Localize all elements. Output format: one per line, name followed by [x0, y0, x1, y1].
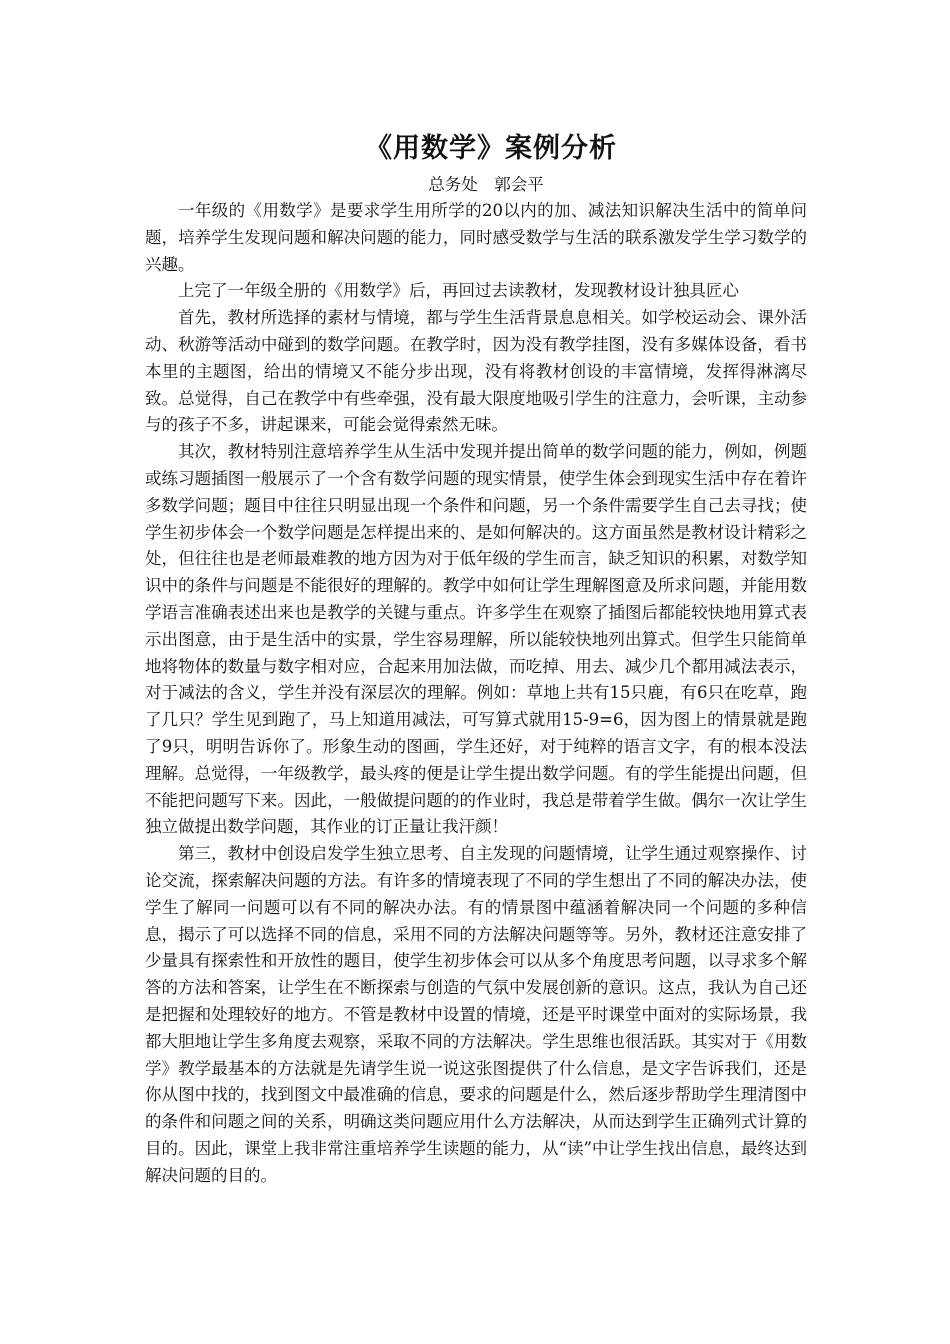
- paragraph-first-point: 首先，教材所选择的素材与情境，都与学生生活背景息息相关。如学校运动会、课外活动、秋游等活动中碰到的数学问题。在教学时，因为没有教学挂图，没有多媒体设备，看书本里的主题图，给出的情境又不能分步出现，没有将教材创设的丰富情境，发挥得淋漓尽致。总觉得，自己在教学中有些牵强，没有最大限度地吸引学生的注意力，会听课，主动参与的孩子不多，讲起课来，可能会觉得索然无味。: [145, 308, 807, 435]
- document-page: [145, 126, 807, 1189]
- paragraph-third-point: 第三，教材中创设启发学生独立思考、自主发现的问题情境，让学生通过观察操作、讨论交流，探索解决问题的方法。有许多的情境表现了不同的学生想出了不同的解决办法，使学生了解同一问题可以有不同的解决办法。有的情景图中蕴涵着解决同一个问题的多种信息，揭示了可以选择不同的信息，采用不同的方法解决问题等等。另外，教材还注意安排了少量具有探索性和开放性的题目，使学生初步体会可以从多个角度思考问题，以寻求多个解答的方法和答案，让学生在不断探索与创造的气氛中发展创新的意识。这点，我认为自己还是把握和处理较好的地方。不管是教材中设置的情境，还是平时课堂中面对的实际场景，我都大胆地让学生多角度去观察，采取不同的方法解决。学生思维也很活跃。其实对于《用数学》教学最基本的方法就是先请学生说一说这张图提供了什么信息，是文字告诉我们，还是你从图中找的，找到图文中最准确的信息，要求的问题是什么，然后逐步帮助学生理清图中的条件和问题之间的关系，明确这类问题应用什么方法解决，从而达到学生正确列式计算的目的。因此，课堂上我非常注重培养学生读题的能力，从“读”中让学生找出信息，最终达到解决问题的目的。: [145, 844, 807, 1185]
- paragraph-second-point: 其次，教材特别注意培养学生从生活中发现并提出简单的数学问题的能力，例如，例题或练习题插图一般展示了一个含有数学问题的现实情景，使学生体会到现实生活中存在着许多数学问题；题目中往往只明显出现一个条件和问题，另一个条件需要学生自己去寻找；使学生初步体会一个数学问题是怎样提出来的、是如何解决的。这方面虽然是教材设计精彩之处，但往往也是老师最难教的地方因为对于低年级的学生而言，缺乏知识的积累，对数学知识中的条件与问题是不能很好的理解的。教学中如何让学生理解图意及所求问题，并能用数学语言准确表述出来也是教学的关键与重点。许多学生在观察了插图后都能较快地用算式表示出图意，由于是生活中的实景，学生容易理解，所以能较快地列出算式。但学生只能简单地将物体的数量与数字相对应，合起来用加法做，而吃掉、用去、减少几个都用减法表示，对于减法的含义，学生并没有深层次的理解。例如：草地上共有15只鹿，有6只在吃草，跑了几只？学生见到跑了，马上知道用减法，可写算式就用15-9=6，因为图上的情景就是跑了9只，明明告诉你了。形象生动的图画，学生还好，对于纯粹的语言文字，有的根本没法理解。总觉得，一年级教学，最头疼的便是让学生提出数学问题。有的学生能提出问题，但不能把问题写下来。因此，一般做提问题的的作业时，我总是带着学生做。偶尔一次让学生独立做提出数学问题，其作业的订正量让我汗颜！: [145, 442, 807, 837]
- paragraph-intro: 一年级的《用数学》是要求学生用所学的20以内的加、减法知识解决生活中的简单问题，培养学生发现问题和解决问题的能力，同时感受数学与生活的联系激发学生学习数学的兴趣。: [145, 201, 807, 274]
- document-title: 《用数学》案例分析: [365, 133, 617, 164]
- paragraph-reflection: 上完了一年级全册的《用数学》后，再回过去读教材，发现教材设计独具匠心: [178, 281, 739, 301]
- author-line: 总务处 郭会平: [428, 175, 544, 194]
